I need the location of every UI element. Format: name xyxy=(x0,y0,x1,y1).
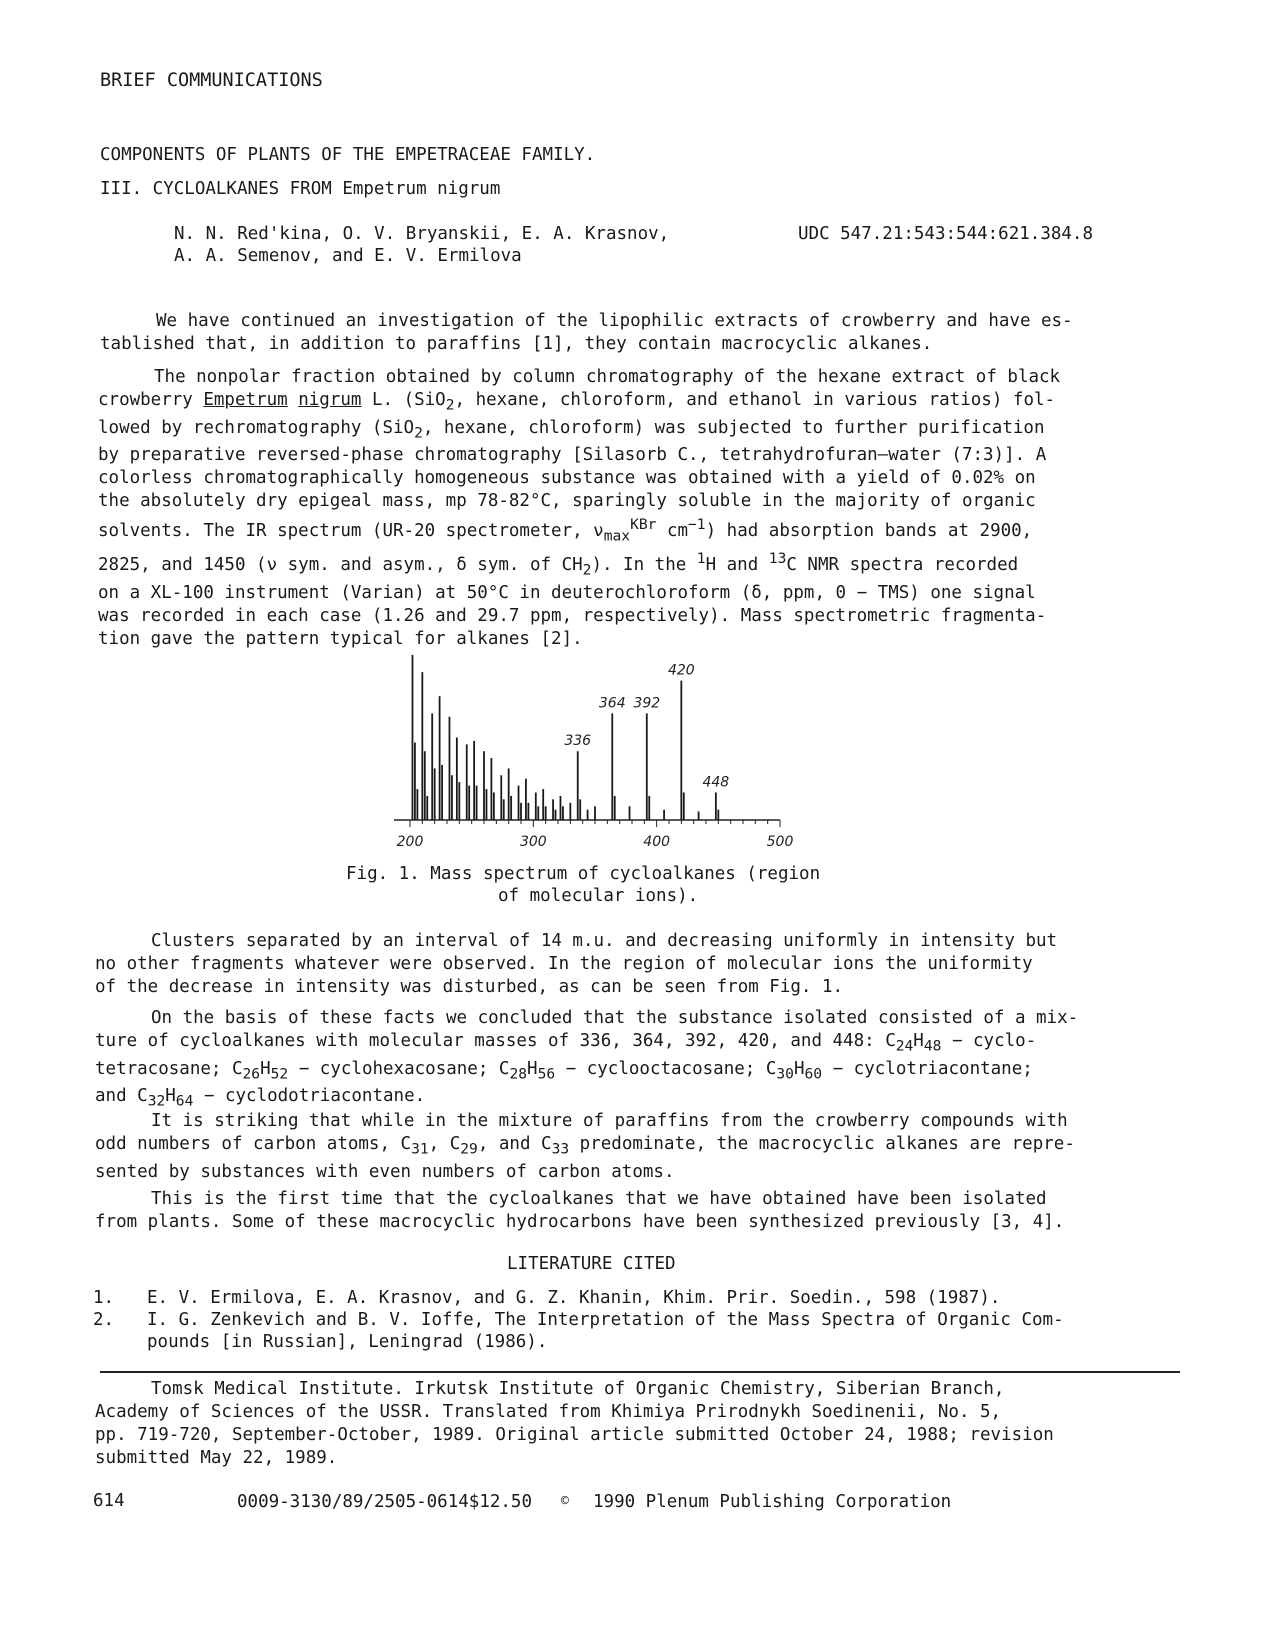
text-line: on a XL-100 instrument (Varian) at 50°C in deuterochloroform (δ, ppm, 0 − TMS) one signal xyxy=(98,582,1036,603)
copyright-icon: © xyxy=(561,1494,569,1509)
text-line: pp. 719-720, September-October, 1989. Original article submitted October 24, 1988; revision xyxy=(95,1425,1054,1445)
text-line: crowberry Empetrum nigrum L. (SiO$_2$, hexane, chloroform, and ethanol in various ratios) fol- xyxy=(98,390,1056,414)
paragraph-paraffins xyxy=(95,1110,1075,1184)
chart-axis xyxy=(394,820,780,827)
reference-text: E. V. Ermilova, E. A. Krasnov, and G. Z. Khanin, Khim. Prir. Soedin., 598 (1987). xyxy=(147,1288,1001,1308)
peak-label: 392 xyxy=(633,695,661,712)
figure-caption-line2: of molecular ions). xyxy=(498,886,699,906)
text-line: tetracosane; $C_{26}H_{52}$ − cyclohexacosane; $C_{28}H_{56}$ − cyclooctacosane; $C_{30}H_{60}$ − cyclotriacontane; xyxy=(95,1058,1033,1082)
article-title-line2: III. CYCLOALKANES FROM Empetrum nigrum xyxy=(100,179,501,199)
text-line: from plants. Some of these macrocyclic hydrocarbons have been synthesized previously [3, 4]. xyxy=(95,1212,1065,1232)
section-header: BRIEF COMMUNICATIONS xyxy=(100,70,323,91)
paragraph-intro xyxy=(100,310,1073,356)
reference-number: 1. xyxy=(93,1288,115,1308)
species-name: nigrum xyxy=(298,390,362,410)
text-line: It is striking that while in the mixture of paraffins from the crowberry compounds with xyxy=(151,1111,1068,1131)
text-line: solvents. The IR spectrum (UR-20 spectrometer, $\nu_{max}^{KBr}$ $cm^{-1}$) had absorption bands at 2900, xyxy=(98,516,1033,545)
text-line: lowed by rechromatography (SiO$_2$, hexane, chloroform) was subjected to further purification xyxy=(98,417,1045,441)
article-title-line1: COMPONENTS OF PLANTS OF THE EMPETRACEAE FAMILY. xyxy=(100,145,596,165)
mass-spectrum-chart xyxy=(380,640,820,860)
peak-label: 448 xyxy=(702,774,730,791)
text-line: The nonpolar fraction obtained by column chromatography of the hexane extract of black xyxy=(154,367,1061,387)
paragraph-first-time xyxy=(95,1188,1064,1234)
text-line: was recorded in each case (1.26 and 29.7 ppm, respectively). Mass spectrometric fragmenta- xyxy=(98,605,1047,626)
text-line: On the basis of these facts we concluded that the substance isolated consisted of a mix- xyxy=(151,1008,1079,1028)
x-tick-label: 300 xyxy=(519,834,547,850)
peak-label: 336 xyxy=(564,733,592,750)
text-line: no other fragments whatever were observed. In the region of molecular ions the uniformity xyxy=(95,954,1033,974)
text-line: ture of cycloalkanes with molecular masses of 336, 364, 392, 420, and 448: $C_{24}H_{48}$ − cyclo- xyxy=(95,1031,1037,1055)
text-line: We have continued an investigation of the lipophilic extracts of crowberry and have es- xyxy=(156,311,1073,331)
authors-line2: A. A. Semenov, and E. V. Ermilova xyxy=(174,246,522,266)
text-line: Clusters separated by an interval of 14 m.u. and decreasing uniformly in intensity but xyxy=(151,931,1058,951)
text-line: 2825, and 1450 (ν sym. and asym., δ sym. of $CH_2$). In the $^1$H and $^{13}$C NMR spectra recorded xyxy=(98,550,1019,579)
text-line: colorless chromatographically homogeneous substance was obtained with a yield of 0.02% on xyxy=(98,468,1036,488)
literature-heading: LITERATURE CITED xyxy=(507,1254,676,1274)
peak-label: 364 xyxy=(598,695,626,712)
reference-text: I. G. Zenkevich and B. V. Ioffe, The Interpretation of the Mass Spectra of Organic Com- xyxy=(147,1310,1064,1330)
text-line: Tomsk Medical Institute. Irkutsk Institute of Organic Chemistry, Siberian Branch, xyxy=(151,1379,1005,1399)
reference-text: pounds [in Russian], Leningrad (1986). xyxy=(147,1332,548,1352)
text-line: of the decrease in intensity was disturbed, as can be seen from Fig. 1. xyxy=(95,977,844,997)
chart-tick-labels xyxy=(397,834,794,850)
reference-number: 2. xyxy=(93,1310,115,1330)
figure-caption-line1: Fig. 1. Mass spectrum of cycloalkanes (region xyxy=(346,864,821,884)
text-line: sented by substances with even numbers of carbon atoms. xyxy=(95,1161,675,1182)
text-line: This is the first time that the cycloalkanes that we have obtained have been isolated xyxy=(151,1189,1047,1209)
paragraph-methods xyxy=(98,366,1060,651)
page-number: 614 xyxy=(93,1491,125,1511)
genus-name: Empetrum xyxy=(203,390,288,410)
text-line: tion gave the pattern typical for alkanes [2]. xyxy=(98,628,583,649)
paragraph-clusters xyxy=(95,930,1057,999)
x-tick-label: 400 xyxy=(643,834,671,850)
x-tick-label: 200 xyxy=(396,834,424,850)
udc-code: UDC 547.21:543:544:621.384.8 xyxy=(798,224,1094,244)
x-tick-label: 500 xyxy=(766,834,794,850)
text-line: by preparative reversed-phase chromatography [Silasorb C., tetrahydrofuran—water (7:3)]. A xyxy=(98,445,1047,465)
authors-line1: N. N. Red'kina, O. V. Bryanskii, E. A. Krasnov, xyxy=(174,224,670,244)
paragraph-conclusion xyxy=(95,1007,1078,1113)
text-line: and $C_{32}H_{64}$ − cyclodotriacontane. xyxy=(95,1086,426,1110)
peak-label: 420 xyxy=(667,662,695,679)
footnote xyxy=(95,1378,1054,1470)
footnote-divider xyxy=(100,1371,1180,1373)
text-line: tablished that, in addition to paraffins [1], they contain macrocyclic alkanes. xyxy=(100,334,933,354)
text-line: submitted May 22, 1989. xyxy=(95,1448,338,1468)
article-code: 0009-3130/89/2505-0614$12.50 xyxy=(237,1492,533,1512)
text-line: odd numbers of carbon atoms, $C_{31}$, $C_{29}$, and $C_{33}$ predominate, the macrocyclic alkanes are repre- xyxy=(95,1134,1075,1158)
text-line: the absolutely dry epigeal mass, mp 78-82°C, sparingly soluble in the majority of organic xyxy=(98,491,1036,511)
text-line: Academy of Sciences of the USSR. Translated from Khimiya Prirodnykh Soedinenii, No. 5, xyxy=(95,1402,1002,1422)
publisher: 1990 Plenum Publishing Corporation xyxy=(593,1492,952,1512)
